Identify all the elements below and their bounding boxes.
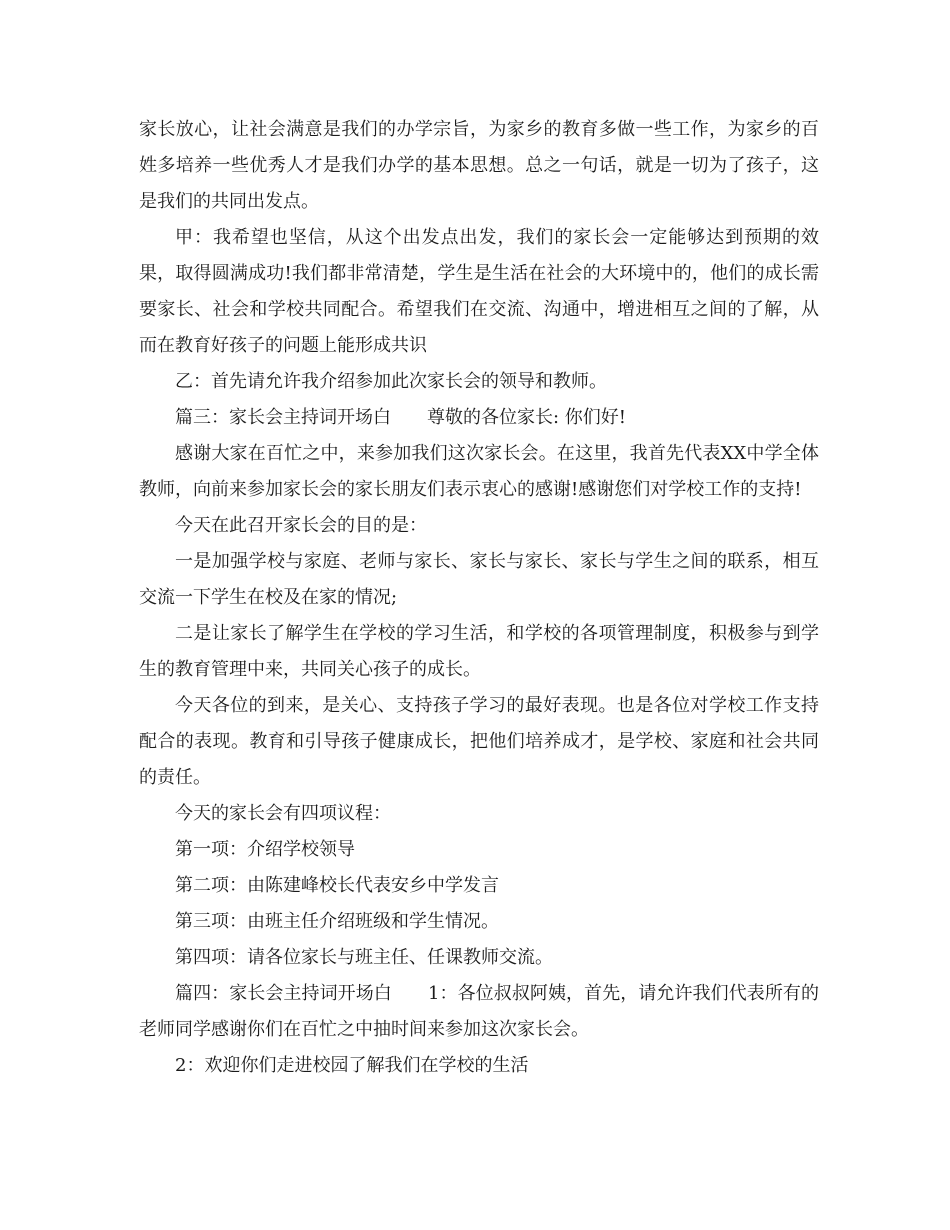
paragraph-1: 家长放心，让社会满意是我们的办学宗旨，为家乡的教育多做一些工作，为家乡的百姓多培养一些优秀人才是我们办学的基本思想。总之一句话，就是一切为了孩子，这是我们的共同出发点。 xyxy=(139,119,819,212)
paragraph-14: 第四项：请各位家长与班主任、任课教师交流。 xyxy=(175,947,553,968)
document-body xyxy=(139,112,819,1084)
paragraph-9: 今天各位的到来，是关心、支持孩子学习的最好表现。也是各位对学校工作支持配合的表现。教育和引导孩子健康成长，把他们培养成才，是学校、家庭和社会共同的责任。 xyxy=(139,695,819,788)
paragraph-2: 甲：我希望也坚信，从这个出发点出发，我们的家长会一定能够达到预期的效果，取得圆满成功!我们都非常清楚，学生是生活在社会的大环境中的，他们的成长需要家长、社会和学校共同配合。希望我们在交流、沟通中，增进相互之间的了解，从而在教育好孩子的问题上能形成共识 xyxy=(139,227,819,356)
paragraph-3: 乙：首先请允许我介绍参加此次家长会的领导和教师。 xyxy=(175,371,607,392)
paragraph-11: 第一项：介绍学校领导 xyxy=(175,839,355,860)
paragraph-15: 篇四：家长会主持词开场白 1：各位叔叔阿姨，首先，请允许我们代表所有的老师同学感谢你们在百忙之中抽时间来参加这次家长会。 xyxy=(139,983,819,1040)
paragraph-16: 2：欢迎你们走进校园了解我们在学校的生活 xyxy=(175,1055,529,1076)
paragraph-5: 感谢大家在百忙之中，来参加我们这次家长会。在这里，我首先代表XX中学全体教师，向前来参加家长会的家长朋友们表示衷心的感谢!感谢您们对学校工作的支持! xyxy=(139,443,819,500)
paragraph-7: 一是加强学校与家庭、老师与家长、家长与家长、家长与学生之间的联系，相互交流一下学生在校及在家的情况; xyxy=(139,551,819,608)
paragraph-12: 第二项：由陈建峰校长代表安乡中学发言 xyxy=(175,875,499,896)
paragraph-10: 今天的家长会有四项议程： xyxy=(175,803,391,824)
paragraph-13: 第三项：由班主任介绍班级和学生情况。 xyxy=(175,911,499,932)
paragraph-4: 篇三：家长会主持词开场白 尊敬的各位家长: 你们好! xyxy=(175,407,627,428)
paragraph-8: 二是让家长了解学生在学校的学习生活，和学校的各项管理制度，积极参与到学生的教育管理中来，共同关心孩子的成长。 xyxy=(139,623,819,680)
paragraph-6: 今天在此召开家长会的目的是： xyxy=(175,515,427,536)
